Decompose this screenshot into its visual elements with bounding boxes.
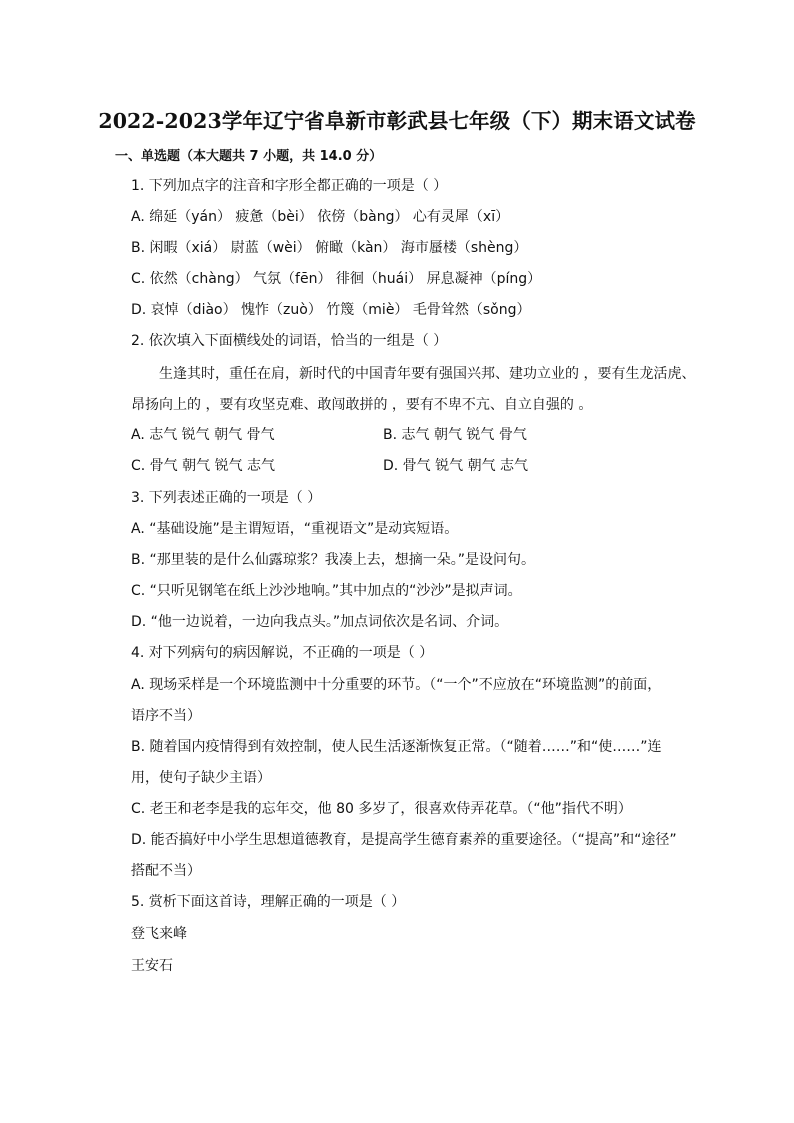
question-5-stem: 5. 赏析下面这首诗，理解正确的一项是（ ） — [131, 894, 406, 910]
question-3-option-c: C. “只听见钢笔在纸上沙沙地响。”其中加点的“沙沙”是拟声词。 — [131, 583, 522, 599]
question-4-option-d-line-2: 搭配不当） — [131, 863, 201, 879]
question-1-option-d: D. 哀悼（diào） 愧怍（zuò） 竹篾（miè） 毛骨耸然（sǒng） — [131, 302, 531, 318]
question-2-option-b: B. 志气 朝气 锐气 骨气 — [383, 427, 527, 443]
question-4-stem: 4. 对下列病句的病因解说，不正确的一项是（ ） — [131, 645, 434, 661]
question-3-stem: 3. 下列表述正确的一项是（ ） — [131, 490, 322, 506]
exam-title: 2022-2023学年辽宁省阜新市彰武县七年级（下）期末语文试卷 — [98, 109, 696, 133]
question-4-option-b-line-2: 用，使句子缺少主语） — [131, 770, 271, 786]
question-1-option-a: A. 绵延（yán） 疲惫（bèi） 依傍（bàng） 心有灵犀（xī） — [131, 209, 510, 225]
question-4-option-a-line-1: A. 现场采样是一个环境监测中十分重要的环节。（“一个”不应放在“环境监测”的前面， — [131, 677, 662, 693]
question-4-option-c: C. 老王和老李是我的忘年交，他 80 多岁了，很喜欢侍弄花草。（“他”指代不明） — [131, 801, 632, 817]
question-4-option-d-line-1: D. 能否搞好中小学生思想道德教育，是提高学生德育素养的重要途径。（“提高”和“途径” — [131, 832, 677, 848]
question-1-stem: 1. 下列加点字的注音和字形全都正确的一项是（ ） — [131, 178, 448, 194]
question-2-option-c: C. 骨气 朝气 锐气 志气 — [131, 458, 276, 474]
question-2-option-d: D. 骨气 锐气 朝气 志气 — [383, 458, 529, 474]
question-1-option-c: C. 依然（chàng） 气氛（fēn） 徘徊（huái） 屏息凝神（píng） — [131, 271, 542, 287]
question-2-option-a: A. 志气 锐气 朝气 骨气 — [131, 427, 275, 443]
question-2-passage-line-2: 昂扬向上的 ，要有攻坚克难、敢闯敢拼的 ，要有不卑不亢、自立自强的 。 — [131, 397, 593, 413]
question-1-option-b: B. 闲暇（xiá） 尉蓝（wèi） 俯瞰（kàn） 海市蜃楼（shèng） — [131, 240, 528, 256]
question-4-option-b-line-1: B. 随着国内疫情得到有效控制，使人民生活逐渐恢复正常。（“随着……”和“使……”连 — [131, 739, 662, 755]
question-3-option-d: D. “他一边说着，一边向我点头。”加点词依次是名词、介词。 — [131, 614, 509, 630]
question-2-stem: 2. 依次填入下面横线处的词语，恰当的一组是（ ） — [131, 333, 448, 349]
question-2-passage-line-1: 生逢其时，重任在肩，新时代的中国青年要有强国兴邦、建功立业的 ，要有生龙活虎、 — [159, 366, 696, 382]
question-3-option-b: B. “那里装的是什么仙露琼浆？我凑上去，想摘一朵。”是设问句。 — [131, 552, 536, 568]
section-heading: 一、单选题（本大题共 7 小题，共 14.0 分） — [115, 149, 383, 164]
question-3-option-a: A. “基础设施”是主谓短语，“重视语文”是动宾短语。 — [131, 521, 459, 537]
poem-title: 登飞来峰 — [131, 926, 187, 942]
question-4-option-a-line-2: 语序不当） — [131, 708, 201, 724]
poem-author: 王安石 — [131, 958, 173, 974]
